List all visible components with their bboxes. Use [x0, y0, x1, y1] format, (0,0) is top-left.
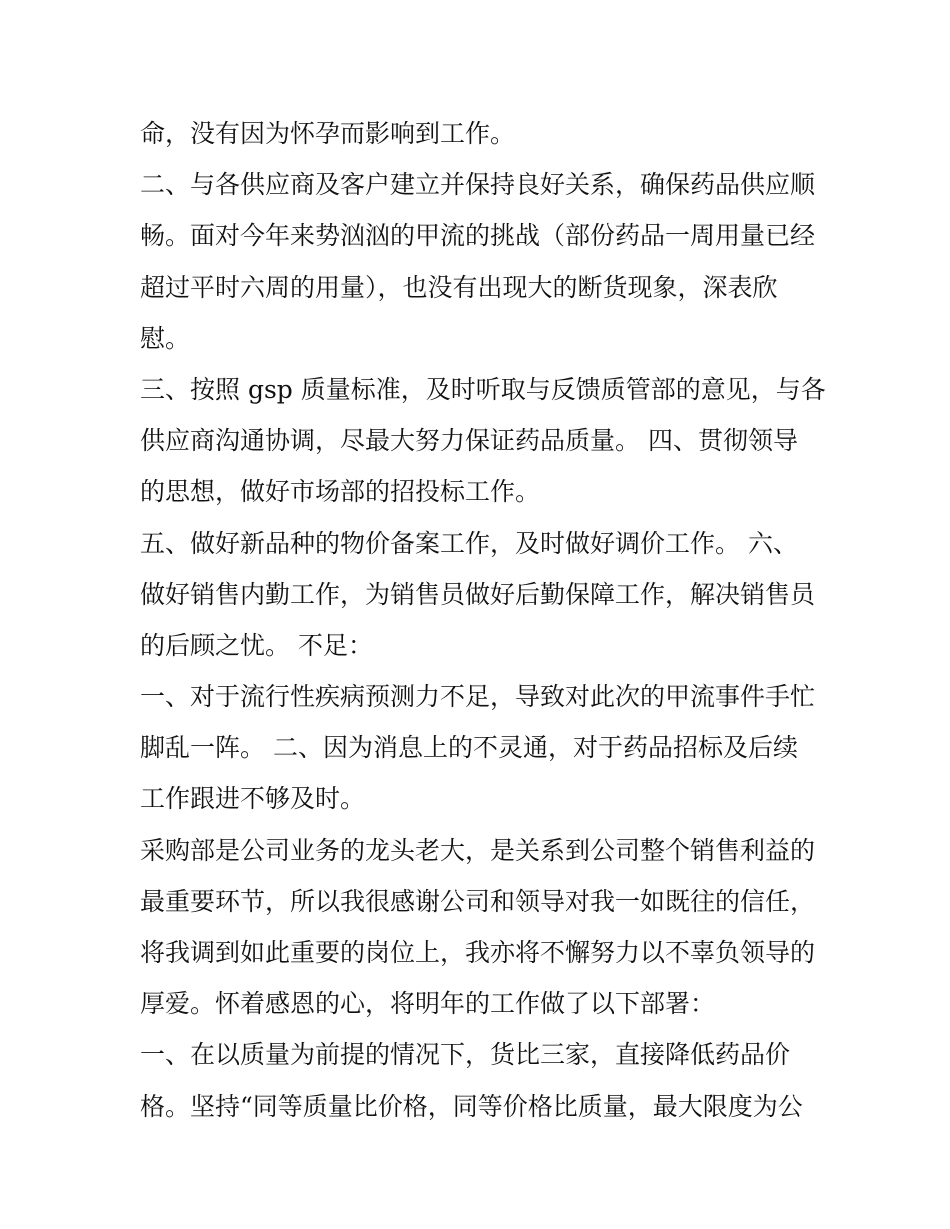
text-line: 超过平时六周的用量），也没有出现大的断货现象，深表欣: [140, 272, 778, 302]
text-line: 的后顾之忧。 不足：: [140, 630, 373, 660]
text-line: 厚爱。怀着感恩的心，将明年的工作做了以下部署：: [140, 989, 716, 1019]
text-line: 做好销售内勤工作，为销售员做好后勤保障工作，解决销售员: [140, 579, 816, 609]
text-line: 畅。面对今年来势汹汹的甲流的挑战（部份药品一周用量已经: [140, 221, 816, 251]
text-line: 的思想，做好市场部的招投标工作。: [140, 477, 541, 507]
text-line: 供应商沟通协调，尽最大努力保证药品质量。 四、贯彻领导: [140, 426, 798, 456]
text-line: 一、对于流行性疾病预测力不足，导致对此次的甲流事件手忙: [140, 682, 816, 712]
text-line: 格。坚持“同等质量比价格，同等价格比质量，最大限度为公: [140, 1091, 803, 1121]
text-line: 二、与各供应商及客户建立并保持良好关系，确保药品供应顺: [140, 170, 816, 200]
text-line: 慰。: [140, 323, 191, 353]
text-line: 五、做好新品种的物价备案工作，及时做好调价工作。 六、: [140, 528, 798, 558]
text-line: 最重要环节，所以我很感谢公司和领导对我一如既往的信任，: [140, 886, 816, 916]
text-line: 脚乱一阵。 二、因为消息上的不灵通，对于药品招标及后续: [140, 733, 798, 763]
text-line: 一、在以质量为前提的情况下，货比三家，直接降低药品价: [140, 1040, 791, 1070]
text-line: 采购部是公司业务的龙头老大，是关系到公司整个销售利益的: [140, 835, 816, 865]
text-line: 三、按照 gsp 质量标准，及时听取与反馈质管部的意见，与各: [140, 374, 826, 404]
text-line: 工作跟进不够及时。: [140, 784, 366, 814]
text-line: 命，没有因为怀孕而影响到工作。: [140, 119, 516, 148]
document-body: [140, 108, 826, 1132]
text-line: 将我调到如此重要的岗位上，我亦将不懈努力以不辜负领导的: [140, 938, 816, 967]
